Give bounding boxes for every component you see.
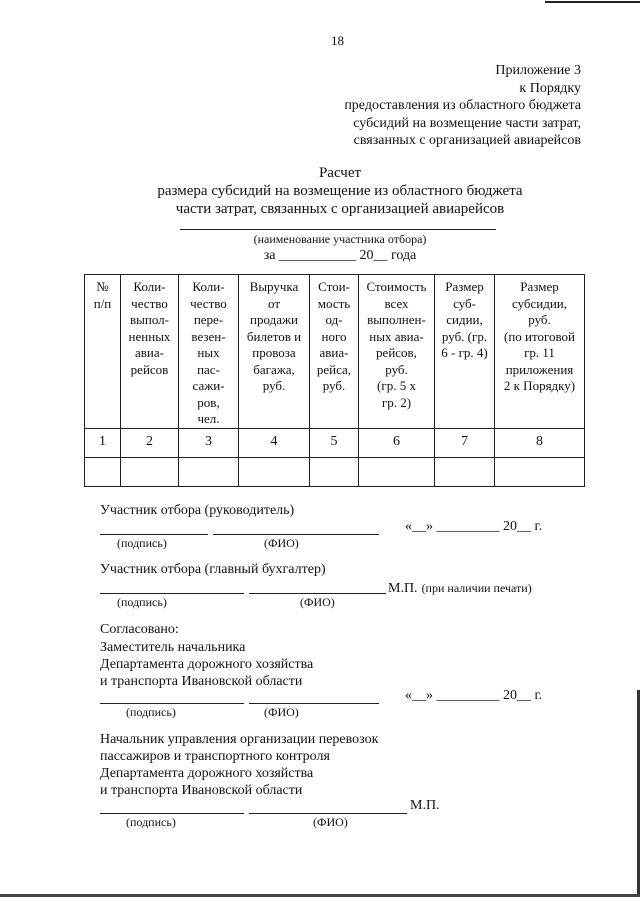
table-cell[interactable]: [179, 457, 239, 486]
header-text: 6 - гр. 4): [441, 345, 488, 360]
table-cell[interactable]: [85, 457, 121, 486]
header-cell-flights-count: [121, 275, 179, 429]
header-text: приложения: [505, 361, 574, 377]
accountant-name-caption: (ФИО): [300, 595, 335, 609]
header-text: ных: [197, 345, 220, 360]
header-text: Размер: [445, 279, 484, 294]
header-text: руб.: [528, 312, 551, 327]
table-cell[interactable]: [310, 457, 359, 486]
column-number: 1: [85, 428, 121, 457]
approved-date-field[interactable]: «__» _________ 20__ г.: [405, 688, 543, 703]
header-text: Коли-: [133, 279, 166, 294]
table-cell[interactable]: [239, 457, 310, 486]
transport-head-line: Начальник управления организации перевозок: [100, 732, 379, 747]
head-signature-caption: (подпись): [117, 536, 167, 550]
header-text: чество: [131, 295, 168, 311]
header-text: №: [96, 279, 109, 294]
stamp-note: (при наличии печати): [421, 581, 532, 595]
head-signature-line[interactable]: [100, 534, 208, 535]
table-cell[interactable]: [359, 457, 435, 486]
participant-name-caption: (наименование участника отбора): [253, 232, 427, 246]
header-text: руб.: [385, 361, 408, 377]
approved-signature-line[interactable]: [100, 703, 244, 704]
header-text: руб. (гр.: [441, 328, 488, 344]
table-cell[interactable]: [435, 457, 495, 486]
transport-head-name-caption: (ФИО): [313, 815, 348, 829]
transport-head-line: Департамента дорожного хозяйства: [100, 766, 314, 781]
column-number-row: [85, 428, 585, 457]
header-text: мость: [317, 295, 351, 311]
header-text: всех: [384, 295, 409, 311]
stamp-label: М.П.: [388, 581, 418, 596]
appendix-line: предоставления из областного бюджета: [344, 98, 581, 113]
approved-line: и транспорта Ивановской области: [100, 674, 303, 689]
header-text: ного: [321, 328, 347, 344]
header-text: руб.: [322, 378, 346, 393]
header-text: везен-: [191, 328, 226, 344]
table-cell[interactable]: [495, 457, 585, 486]
header-text: суб-: [453, 295, 476, 311]
title-line: части затрат, связанных с организацией авиарейсов: [175, 201, 505, 217]
scan-border-bottom: [0, 894, 640, 897]
header-text: сажи-: [192, 378, 225, 393]
approved-name-line[interactable]: [249, 703, 379, 704]
header-text: чество: [190, 295, 227, 311]
title-line: размера субсидий на возмещение из областного бюджета: [157, 183, 523, 199]
header-text: авиа-: [319, 345, 349, 360]
approved-line: Департамента дорожного хозяйства: [100, 657, 314, 672]
document-title: [0, 164, 640, 218]
approved-heading: Согласовано:: [100, 622, 179, 637]
header-text: пере-: [193, 312, 224, 327]
header-text: од-: [325, 312, 343, 327]
header-cell-subsidy-final: [495, 275, 585, 429]
transport-head-line: и транспорта Ивановской области: [100, 783, 303, 798]
header-cell-flight-cost: [310, 275, 359, 429]
accountant-signature-label: Участник отбора (главный бухгалтер): [100, 562, 326, 577]
header-text: гр. 11: [524, 345, 555, 360]
head-name-line[interactable]: [213, 534, 379, 535]
header-text: Выручка: [249, 279, 299, 294]
accountant-signature-line[interactable]: [100, 593, 244, 594]
header-text: Стои-: [318, 279, 350, 294]
column-number: 8: [495, 428, 585, 457]
page-number: 18: [331, 33, 344, 48]
column-number: 7: [435, 428, 495, 457]
appendix-line: субсидий на возмещение части затрат,: [353, 115, 581, 131]
header-text: сидии,: [446, 312, 483, 327]
header-text: рейса,: [316, 361, 352, 377]
header-text: 2 к Порядку): [503, 378, 576, 393]
column-number: 4: [239, 428, 310, 457]
header-text: выпол-: [130, 312, 169, 327]
header-text: продажи: [250, 312, 298, 327]
accountant-signature-caption: (подпись): [117, 595, 167, 609]
header-text: ненных: [128, 328, 171, 344]
header-text: руб.: [262, 378, 286, 393]
header-text: ных авиа-: [369, 328, 424, 344]
header-text: рейсов: [130, 361, 169, 377]
head-date-field[interactable]: «__» _________ 20__ г.: [405, 519, 543, 534]
head-name-caption: (ФИО): [264, 536, 299, 550]
header-text: багажа,: [253, 361, 295, 377]
header-text: субсидии,: [511, 295, 568, 311]
transport-head-name-line[interactable]: [249, 813, 407, 814]
header-text: авиа-: [135, 345, 164, 360]
header-cell-total-cost: [359, 275, 435, 429]
table-row: [85, 457, 585, 486]
approved-line: Заместитель начальника: [100, 640, 246, 655]
transport-head-line: пассажиров и транспортного контроля: [100, 749, 330, 764]
participant-name-field[interactable]: [180, 229, 496, 230]
header-text: рейсов,: [376, 345, 417, 360]
header-text: п/п: [93, 295, 112, 311]
accountant-stamp: [388, 579, 532, 597]
scan-border-top: [545, 1, 640, 3]
header-text: провоза: [252, 345, 296, 360]
calculation-table: [84, 274, 585, 487]
header-text: (гр. 5 х: [377, 378, 416, 393]
period-field[interactable]: за ___________ 20__ года: [263, 248, 417, 263]
header-cell-number: [85, 275, 121, 429]
column-number: 2: [121, 428, 179, 457]
appendix-line: Приложение 3: [495, 63, 581, 78]
title-line: Расчет: [318, 165, 362, 181]
header-text: билетов и: [246, 328, 302, 344]
header-text: ров,: [197, 394, 220, 410]
header-cell-subsidy-size: [435, 275, 495, 429]
column-number: 5: [310, 428, 359, 457]
table-cell[interactable]: [121, 457, 179, 486]
header-cell-passengers-count: [179, 275, 239, 429]
transport-head-stamp: М.П.: [410, 798, 440, 813]
approved-signature-caption: (подпись): [126, 705, 176, 719]
header-text: (по итоговой: [503, 328, 576, 344]
header-text: от: [267, 295, 280, 311]
accountant-name-line[interactable]: [249, 593, 386, 594]
header-text: Размер: [520, 279, 559, 294]
header-text: Стоимость: [366, 279, 427, 294]
column-number: 3: [179, 428, 239, 457]
appendix-header: [344, 62, 581, 150]
table-header-row: [85, 275, 585, 429]
header-text: пас-: [197, 361, 220, 377]
header-text: чел.: [197, 411, 220, 426]
header-text: гр. 2): [381, 394, 412, 410]
column-number: 6: [359, 428, 435, 457]
approved-name-caption: (ФИО): [264, 705, 299, 719]
header-text: Коли-: [192, 279, 225, 294]
appendix-line: связанных с организацией авиарейсов: [353, 133, 581, 148]
head-signature-label: Участник отбора (руководитель): [100, 503, 295, 518]
header-text: выполнен-: [367, 312, 426, 327]
appendix-line: к Порядку: [519, 80, 581, 96]
transport-head-signature-line[interactable]: [100, 813, 244, 814]
header-cell-revenue: [239, 275, 310, 429]
transport-head-signature-caption: (подпись): [126, 815, 176, 829]
